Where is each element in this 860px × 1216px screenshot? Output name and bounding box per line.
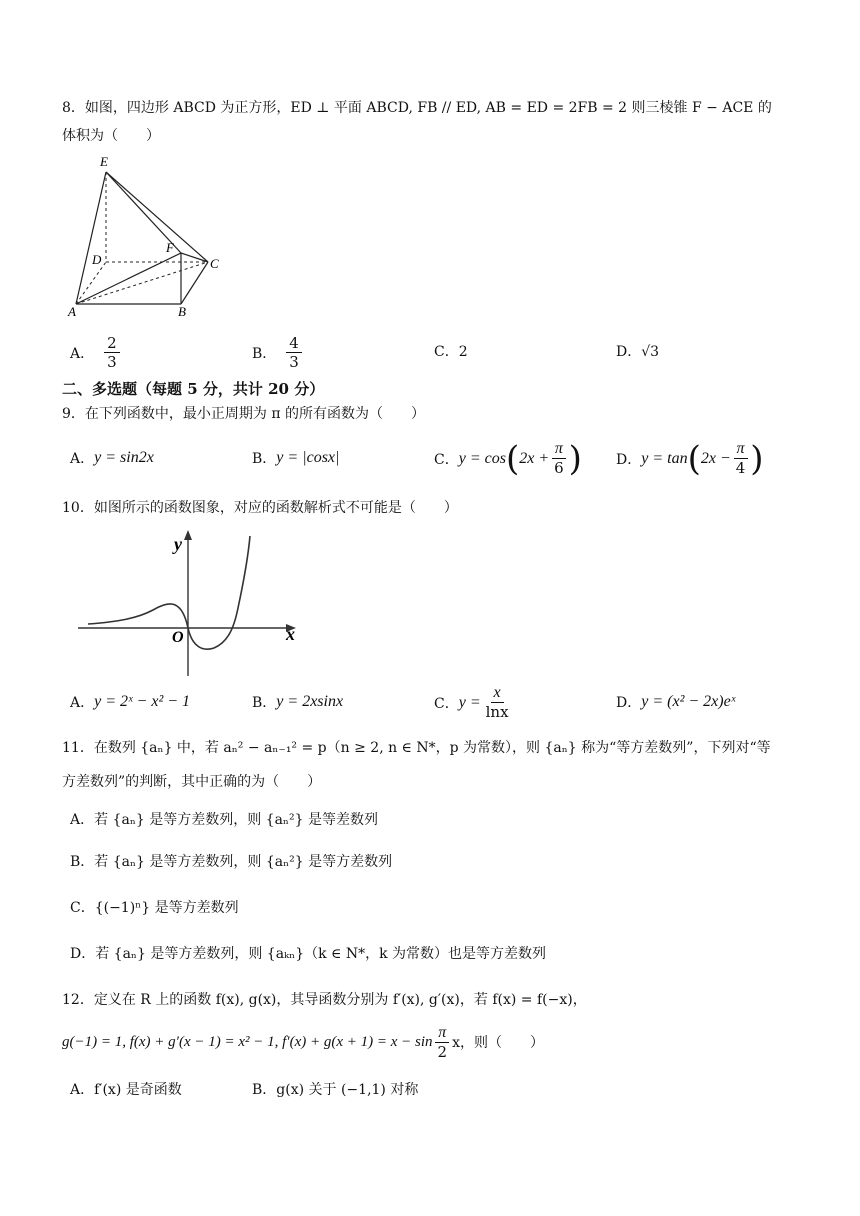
q11-option-d: D．若 {aₙ} 是等方差数列，则 {aₖₙ}（k ∈ N*，k 为常数）也是等方差数列 — [70, 946, 547, 962]
q11-stem-line2: 方差数列”的判断，其中正确的为（ ） — [62, 774, 322, 790]
q12-option-b: B．g(x) 关于 (−1,1) 对称 — [252, 1082, 419, 1098]
pyramid-figure — [60, 150, 230, 320]
q11-option-a: A．若 {aₙ} 是等方差数列，则 {aₙ²} 是等差数列 — [70, 812, 378, 828]
label-d: D — [92, 252, 102, 267]
q8-stem-line1: 8．如图，四边形 ABCD 为正方形，ED ⊥ 平面 ABCD, FB // ED, AB = ED = 2FB = 2 则三棱锥 F − ACE 的 — [62, 100, 772, 116]
label-f: F — [166, 240, 174, 255]
q12-option-a: A．f′(x) 是奇函数 — [70, 1082, 182, 1098]
q11-stem-line1: 11．在数列 {aₙ} 中，若 aₙ² − aₙ₋₁² = p（n ≥ 2, n ∈ N*，p 为常数），则 {aₙ} 称为“等方差数列”，下列对“等 — [62, 740, 771, 756]
q8-option-a: A． $\frac{2}{3}$ — [70, 334, 122, 371]
q10-option-a: A． y = 2ˣ − x² − 1 — [70, 693, 191, 711]
label-b: B — [178, 304, 186, 319]
label-c: C — [210, 256, 219, 271]
q9-option-c: C． y = cos ( 2x + $\frac{\pi}{6}$ ) — [434, 438, 582, 479]
graph-origin-label: O — [172, 629, 184, 646]
q12-stem-line1: 12．定义在 R 上的函数 f(x), g(x)，其导函数分别为 f′(x), g′(x)，若 f(x) = f(−x)， — [62, 992, 587, 1008]
label-e: E — [100, 154, 108, 169]
q12-stem-line2: g(−1) = 1, f(x) + g′(x − 1) = x² − 1, f′(x) + g(x + 1) = x − sin $\frac{\pi}{2}$ x，则（ ） — [62, 1024, 544, 1061]
function-graph — [78, 528, 308, 678]
q10-stem: 10．如图所示的函数图象，对应的函数解析式不可能是（ ） — [62, 500, 458, 516]
q9-option-d: D． y = tan ( 2x − $\frac{\pi}{4}$ ) — [616, 438, 764, 479]
q9-option-b: B． y = |cosx| — [252, 449, 340, 467]
q8-stem-line2: 体积为（ ） — [62, 128, 160, 144]
q10-option-d: D． y = (x² − 2x)eˣ — [616, 693, 736, 711]
q10-option-c: C． y = $\frac{x}{\ln x}$ — [434, 684, 509, 721]
q9-stem: 9．在下列函数中，最小正周期为 π 的所有函数为（ ） — [62, 406, 426, 422]
q10-option-b: B． y = 2xsinx — [252, 693, 344, 711]
section-title: 二、多选题（每题 5 分，共计 20 分） — [62, 380, 325, 398]
q8-option-b: B． $\frac{4}{3}$ — [252, 334, 304, 371]
q9-option-a: A． y = sin2x — [70, 449, 154, 467]
q8-option-d: D．√3 — [616, 344, 660, 360]
q11-option-b: B．若 {aₙ} 是等方差数列，则 {aₙ²} 是等方差数列 — [70, 854, 393, 870]
graph-y-label: y — [174, 534, 182, 554]
q11-option-c: C．{(−1)ⁿ} 是等方差数列 — [70, 900, 239, 916]
q8-option-c: C．2 — [434, 344, 468, 360]
label-a: A — [68, 304, 76, 319]
graph-x-label: x — [286, 624, 295, 644]
